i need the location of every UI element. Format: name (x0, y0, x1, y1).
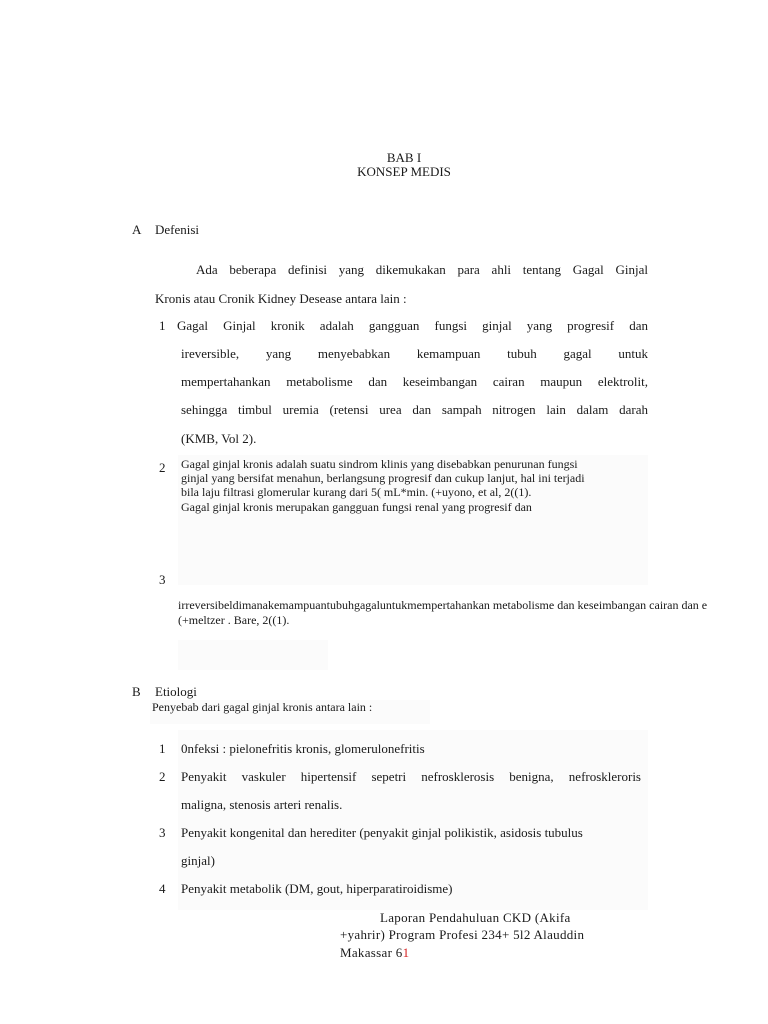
item2-line2: ginjal yang bersifat menahun, berlangsung progresif dan cukup lanjut, hal ini terjadi (181, 471, 585, 485)
item1-line5: (KMB, Vol 2). (181, 431, 257, 446)
chapter-subtitle: KONSEP MEDIS (357, 164, 451, 179)
section-a-intro-line2: Kronis atau Cronik Kidney Desease antara lain : (155, 291, 407, 306)
item1-line3: mempertahankan metabolisme dan keseimbangan cairan maupun elektrolit, (181, 374, 648, 389)
etiology-item2-number: 2 (159, 769, 166, 784)
etiology-item4-line1: Penyakit metabolik (DM, gout, hiperparatiroidisme) (181, 881, 453, 896)
item2-line3: bila laju filtrasi glomerular kurang dari 5( mL*min. (+uyono, et al, 2((1). (181, 485, 532, 499)
item3-number: 3 (159, 572, 166, 587)
etiology-item2-line2: maligna, stenosis arteri renalis. (181, 797, 343, 812)
section-a-intro-line1: Ada beberapa definisi yang dikemukakan para ahli tentang Gagal Ginjal (196, 262, 648, 277)
section-b-letter: B (132, 684, 141, 699)
section-b-intro: Penyebab dari gagal ginjal kronis antara lain : (152, 700, 373, 714)
etiology-item2-line1: Penyakit vaskuler hipertensif sepetri nefrosklerosis benigna, nefroskleroris (181, 769, 641, 784)
etiology-item4-number: 4 (159, 881, 166, 896)
section-a-letter: A (132, 222, 142, 237)
item1-line4: sehingga timbul uremia (retensi urea dan sampah nitrogen lain dalam darah (181, 402, 648, 417)
section-a-title: Defenisi (155, 222, 200, 237)
etiology-item3-number: 3 (159, 825, 166, 840)
footer-line2: +yahrir) Program Profesi 234+ 5l2 Alauddin (340, 927, 585, 942)
etiology-item3-line1: Penyakit kongenital dan herediter (penyakit ginjal polikistik, asidosis tubulus (181, 825, 583, 840)
item1-number: 1 (159, 318, 166, 333)
section-b-title: Etiologi (155, 684, 197, 699)
item2-line1: Gagal ginjal kronis adalah suatu sindrom klinis yang disebabkan penurunan fungsi (181, 457, 578, 471)
footer-line3 (340, 945, 409, 961)
item2-line4: Gagal ginjal kronis merupakan gangguan fungsi renal yang progresif dan (181, 500, 532, 514)
item3-line2: (+meltzer . Bare, 2((1). (178, 613, 290, 627)
etiology-item1-line1: 0nfeksi : pielonefritis kronis, glomerulonefritis (181, 741, 425, 756)
footer-page-text: Makassar 6 (340, 945, 403, 960)
chapter-title: BAB I (386, 150, 422, 165)
item1-line1: Gagal Ginjal kronik adalah gangguan fungsi ginjal yang progresif dan (177, 318, 648, 333)
item2-number: 2 (159, 460, 166, 475)
etiology-item3-line2: ginjal) (181, 853, 215, 868)
footer-page-red-digit: 1 (402, 945, 410, 960)
footer-line1: Laporan Pendahuluan CKD (Akifa (380, 910, 571, 925)
item1-line2: ireversible, yang menyebabkan kemampuan tubuh gagal untuk (181, 346, 648, 361)
item3-line1: irreversibeldimanakemampuantubuhgagaluntukmempertahankan metabolisme dan keseimbangan cairan dan e (178, 598, 708, 612)
shade-region-2 (178, 640, 328, 670)
etiology-item1-number: 1 (159, 741, 166, 756)
